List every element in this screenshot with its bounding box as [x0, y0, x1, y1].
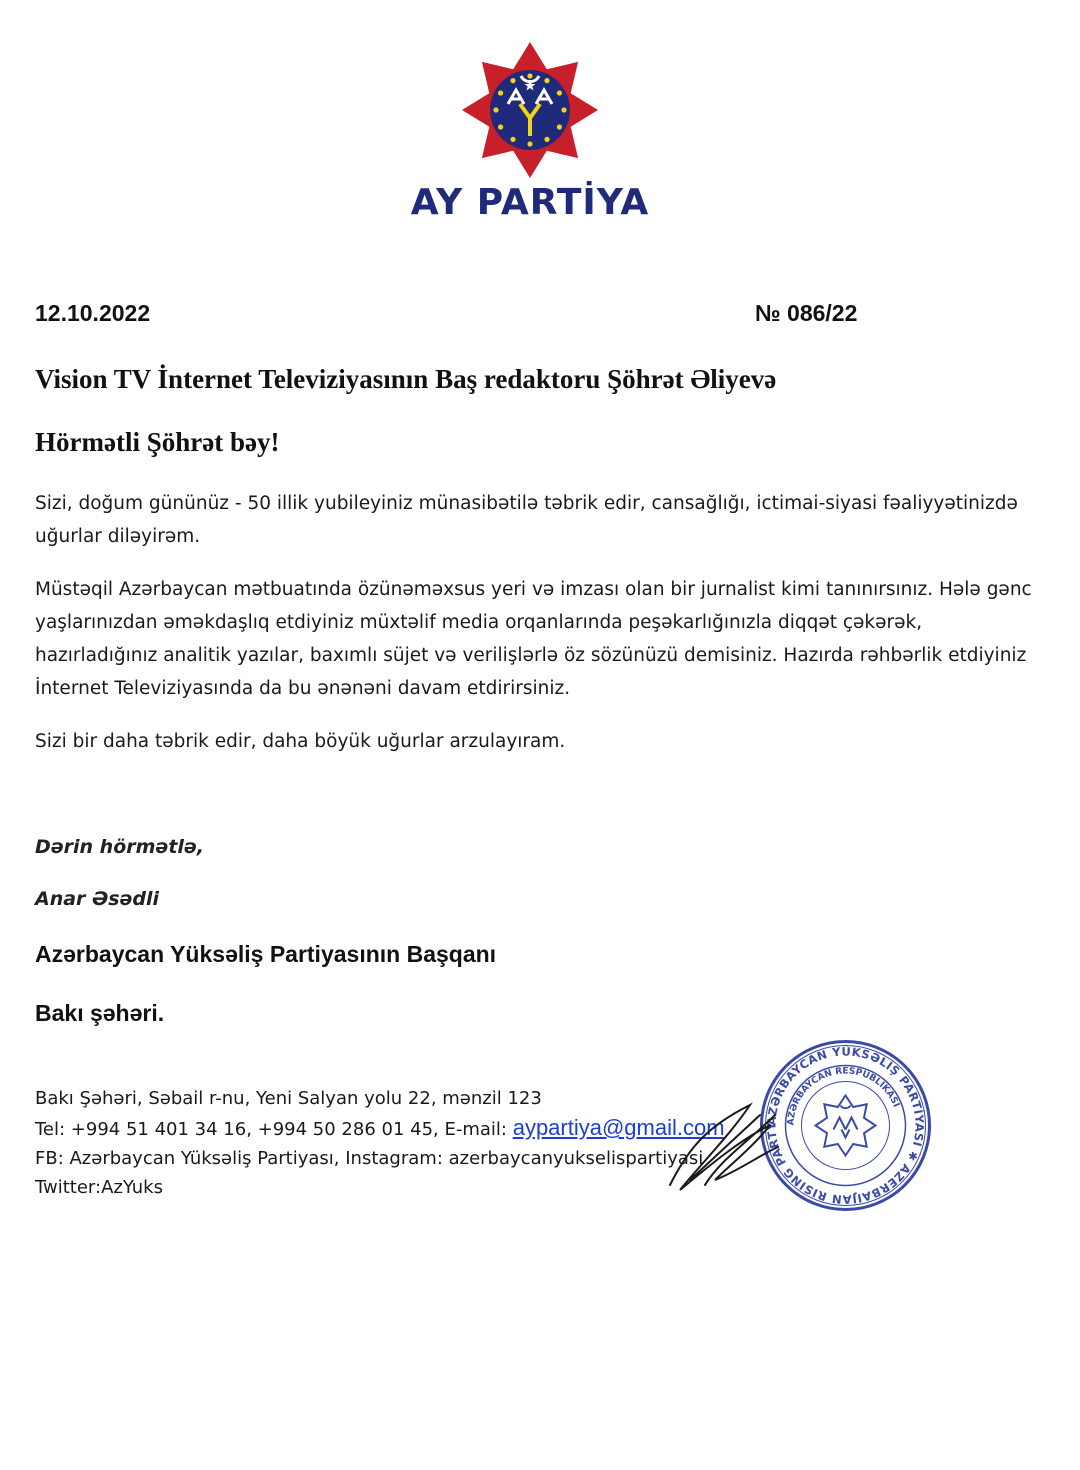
logo-dot	[510, 78, 515, 83]
body-paragraph-2: Müstəqil Azərbaycan mətbuatında özünəməxsus yeri və imzası olan bir jurnalist kimi tanınırsınız. Hələ gənc yaşlarınızdan əməkdaşlıq etdiyiniz müxtəlif media orqanlarında peşəkarlığınızla diqqət çəkərək, hazırladığınız analitik yazılar, baxımlı süjet və verilişlərlə öz sözünüzü demisiniz. Hazırda rəhbərlik etdiyiniz İnternet Televiziyasında da bu ənənəni davam etdirirsiniz.	[35, 579, 1032, 699]
letter-date: 12.10.2022	[35, 300, 151, 326]
letter-number: № 086/22	[755, 300, 858, 326]
logo-dot	[544, 137, 549, 142]
logo-dot	[510, 137, 515, 142]
svg-text:AZƏRBAYCAN RESPUBLİKASI	[786, 1066, 900, 1125]
footer-phone-line	[35, 1113, 725, 1144]
email-link[interactable]: aypartiya@gmail.com	[512, 1115, 725, 1140]
logo-dot	[561, 107, 566, 112]
signer-title: Azərbaycan Yüksəliş Partiyasının Başqanı	[35, 941, 497, 967]
footer-contacts	[35, 1084, 725, 1202]
seal-outer-text: AZƏRBAYCAN YÜKSƏLİŞ PARTİYASI ✱ AZERBAIJAN RISING PARTY ✱	[764, 1044, 927, 1207]
logo-dot	[498, 124, 503, 129]
logo-dot	[557, 124, 562, 129]
letterhead-logo	[405, 40, 655, 223]
footer-address: Bakı Şəhəri, Səbail r-nu, Yeni Salyan yolu 22, mənzil 123	[35, 1088, 542, 1109]
body-paragraph-3: Sizi bir daha təbrik edir, daha böyük uğurlar arzulayıram.	[35, 731, 566, 752]
footer-social: FB: Azərbaycan Yüksəliş Partiyası, Instagram: azerbaycanyukselispartiyasi	[35, 1148, 704, 1169]
greeting: Hörmətli Şöhrət bəy!	[35, 427, 280, 457]
signer-city: Bakı şəhəri.	[35, 1000, 165, 1026]
closing-phrase: Dərin hörmətlə,	[35, 836, 205, 858]
logo-dot	[498, 90, 503, 95]
seal-inner-text: AZƏRBAYCAN RESPUBLİKASI	[786, 1066, 901, 1126]
footer-phones: Tel: +994 51 401 34 16, +994 50 286 01 45, E-mail:	[35, 1119, 513, 1140]
body-paragraph-1: Sizi, doğum gününüz - 50 illik yubileyiniz münasibətilə təbrik edir, cansağlığı, ictimai-siyasi fəaliyyətinizdə uğurlar diləyirəm.	[35, 493, 1018, 547]
logo-dot	[557, 90, 562, 95]
brand-name: AY PARTİYA	[410, 182, 650, 223]
logo-dot	[493, 107, 498, 112]
recipient-line: Vision TV İnternet Televiziyasının Baş redaktoru Şöhrət Əliyevə	[35, 364, 777, 394]
logo-dot	[527, 73, 532, 78]
handwritten-signature-icon	[660, 1085, 790, 1200]
signer-name: Anar Əsədli	[35, 888, 160, 910]
logo-dot	[527, 141, 532, 146]
footer-twitter: Twitter:AzYuks	[35, 1177, 163, 1198]
star-emblem-icon	[460, 40, 600, 180]
logo-dot	[544, 78, 549, 83]
